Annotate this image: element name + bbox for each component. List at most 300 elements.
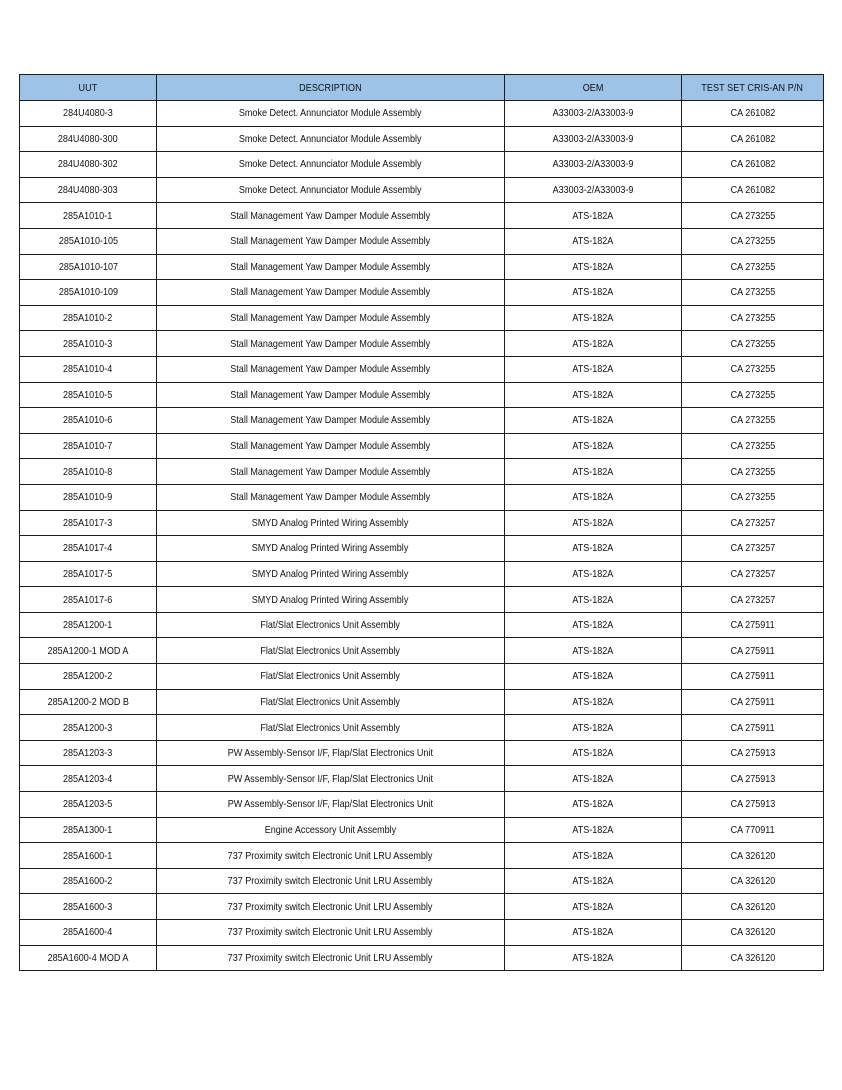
- cell-oem: [505, 740, 682, 766]
- cell-text-oem: ATS-182A: [572, 747, 614, 760]
- table-row: [20, 945, 824, 971]
- cell-text-uut: 285A1010-105: [58, 235, 118, 248]
- cell-description: [157, 792, 505, 818]
- header-label-oem: OEM: [582, 81, 604, 94]
- table-row: [20, 817, 824, 843]
- cell-uut: [20, 331, 157, 357]
- table-row: [20, 305, 824, 331]
- cell-oem: [505, 689, 682, 715]
- cell-uut: [20, 587, 157, 613]
- table-row: [20, 408, 824, 434]
- cell-description: [157, 356, 505, 382]
- cell-text-oem: ATS-182A: [572, 542, 614, 555]
- cell-text-uut: 285A1010-9: [63, 491, 113, 504]
- column-header-description: [157, 75, 505, 101]
- cell-text-description: Engine Accessory Unit Assembly: [264, 823, 397, 836]
- cell-oem: [505, 228, 682, 254]
- cell-text-uut: 285A1010-2: [63, 312, 113, 325]
- cell-text-oem: A33003-2/A33003-9: [552, 184, 634, 197]
- cell-text-test-set: CA 275911: [730, 644, 775, 657]
- cell-text-test-set: CA 261082: [730, 107, 775, 120]
- cell-oem: [505, 510, 682, 536]
- cell-uut: [20, 638, 157, 664]
- cell-text-description: 737 Proximity switch Electronic Unit LRU Assembly: [228, 900, 433, 913]
- cell-description: [157, 228, 505, 254]
- cell-uut: [20, 382, 157, 408]
- table-row: [20, 920, 824, 946]
- cell-oem: [505, 536, 682, 562]
- cell-test-set: [682, 484, 824, 510]
- cell-oem: [505, 459, 682, 485]
- cell-text-description: SMYD Analog Printed Wiring Assembly: [252, 567, 409, 580]
- cell-description: [157, 126, 505, 152]
- cell-text-uut: 285A1203-4: [63, 772, 113, 785]
- cell-text-oem: ATS-182A: [572, 849, 614, 862]
- cell-uut: [20, 152, 157, 178]
- cell-text-oem: ATS-182A: [572, 593, 614, 606]
- cell-text-uut: 285A1600-3: [63, 900, 113, 913]
- cell-text-oem: ATS-182A: [572, 926, 614, 939]
- cell-text-uut: 285A1010-4: [63, 363, 113, 376]
- cell-text-uut: 285A1010-3: [63, 337, 113, 350]
- cell-text-test-set: CA 275913: [730, 798, 775, 811]
- cell-uut: [20, 510, 157, 536]
- cell-text-oem: ATS-182A: [572, 235, 614, 248]
- cell-oem: [505, 817, 682, 843]
- cell-oem: [505, 177, 682, 203]
- cell-test-set: [682, 382, 824, 408]
- cell-text-oem: ATS-182A: [572, 900, 614, 913]
- cell-test-set: [682, 638, 824, 664]
- cell-text-test-set: CA 273255: [730, 337, 775, 350]
- cell-text-description: Flat/Slat Electronics Unit Assembly: [260, 644, 401, 657]
- cell-test-set: [682, 305, 824, 331]
- cell-test-set: [682, 177, 824, 203]
- cell-description: [157, 254, 505, 280]
- cell-text-description: PW Assembly-Sensor I/F, Flap/Slat Electronics Unit: [227, 798, 434, 811]
- cell-text-oem: ATS-182A: [572, 337, 614, 350]
- cell-text-uut: 285A1200-1: [63, 619, 113, 632]
- table-row: [20, 638, 824, 664]
- cell-description: [157, 331, 505, 357]
- cell-oem: [505, 843, 682, 869]
- cell-oem: [505, 101, 682, 127]
- cell-text-oem: ATS-182A: [572, 260, 614, 273]
- header-label-uut: UUT: [78, 81, 98, 94]
- cell-uut: [20, 894, 157, 920]
- cell-text-test-set: CA 275911: [730, 721, 775, 734]
- cell-text-oem: ATS-182A: [572, 312, 614, 325]
- cell-uut: [20, 561, 157, 587]
- cell-description: [157, 587, 505, 613]
- cell-text-description: Stall Management Yaw Damper Module Assembly: [230, 235, 431, 248]
- cell-uut: [20, 433, 157, 459]
- cell-text-uut: 285A1017-3: [63, 516, 113, 529]
- cell-text-description: Flat/Slat Electronics Unit Assembly: [260, 670, 401, 683]
- cell-oem: [505, 152, 682, 178]
- cell-description: [157, 510, 505, 536]
- cell-text-test-set: CA 273255: [730, 209, 775, 222]
- cell-description: [157, 433, 505, 459]
- cell-text-test-set: CA 273255: [730, 414, 775, 427]
- cell-oem: [505, 356, 682, 382]
- cell-text-description: Stall Management Yaw Damper Module Assembly: [230, 260, 431, 273]
- cell-text-uut: 285A1010-8: [63, 465, 113, 478]
- cell-test-set: [682, 664, 824, 690]
- cell-text-uut: 285A1600-1: [63, 849, 113, 862]
- cell-description: [157, 459, 505, 485]
- cell-text-description: 737 Proximity switch Electronic Unit LRU Assembly: [228, 849, 433, 862]
- cell-text-oem: ATS-182A: [572, 721, 614, 734]
- cell-test-set: [682, 101, 824, 127]
- cell-description: [157, 382, 505, 408]
- cell-test-set: [682, 536, 824, 562]
- cell-oem: [505, 945, 682, 971]
- cell-text-oem: ATS-182A: [572, 695, 614, 708]
- cell-text-test-set: CA 273255: [730, 312, 775, 325]
- table-row: [20, 459, 824, 485]
- cell-uut: [20, 817, 157, 843]
- cell-text-description: Smoke Detect. Annunciator Module Assembly: [239, 132, 422, 145]
- cell-text-uut: 285A1010-109: [58, 286, 118, 299]
- cell-description: [157, 664, 505, 690]
- cell-text-description: Smoke Detect. Annunciator Module Assembly: [239, 158, 422, 171]
- cell-oem: [505, 484, 682, 510]
- cell-text-test-set: CA 273257: [730, 567, 775, 580]
- cell-text-uut: 285A1010-6: [63, 414, 113, 427]
- table-row: [20, 536, 824, 562]
- cell-text-test-set: CA 326120: [730, 849, 775, 862]
- cell-uut: [20, 408, 157, 434]
- cell-test-set: [682, 945, 824, 971]
- cell-text-uut: 285A1203-5: [63, 798, 113, 811]
- cell-text-oem: ATS-182A: [572, 670, 614, 683]
- cell-test-set: [682, 587, 824, 613]
- cell-text-test-set: CA 273255: [730, 235, 775, 248]
- cell-text-oem: ATS-182A: [572, 798, 614, 811]
- cell-test-set: [682, 408, 824, 434]
- cell-uut: [20, 766, 157, 792]
- cell-uut: [20, 945, 157, 971]
- cell-uut: [20, 101, 157, 127]
- cell-description: [157, 945, 505, 971]
- cell-text-oem: A33003-2/A33003-9: [552, 132, 634, 145]
- cell-test-set: [682, 689, 824, 715]
- table-row: [20, 484, 824, 510]
- cell-uut: [20, 689, 157, 715]
- cell-oem: [505, 894, 682, 920]
- cell-text-uut: 285A1200-3: [63, 721, 113, 734]
- cell-text-test-set: CA 770911: [730, 823, 775, 836]
- table-row: [20, 254, 824, 280]
- table-row: [20, 868, 824, 894]
- cell-text-description: 737 Proximity switch Electronic Unit LRU Assembly: [228, 951, 433, 964]
- cell-text-description: SMYD Analog Printed Wiring Assembly: [252, 593, 409, 606]
- cell-description: [157, 408, 505, 434]
- cell-uut: [20, 536, 157, 562]
- cell-uut: [20, 792, 157, 818]
- cell-text-test-set: CA 273255: [730, 388, 775, 401]
- table-body: [20, 101, 824, 971]
- cell-text-test-set: CA 275913: [730, 747, 775, 760]
- table-row: [20, 740, 824, 766]
- cell-uut: [20, 484, 157, 510]
- cell-oem: [505, 331, 682, 357]
- cell-text-oem: ATS-182A: [572, 363, 614, 376]
- cell-uut: [20, 664, 157, 690]
- cell-oem: [505, 638, 682, 664]
- cell-oem: [505, 664, 682, 690]
- cell-text-oem: ATS-182A: [572, 491, 614, 504]
- cell-uut: [20, 868, 157, 894]
- cell-text-description: Stall Management Yaw Damper Module Assembly: [230, 312, 431, 325]
- cell-text-description: Stall Management Yaw Damper Module Assembly: [230, 209, 431, 222]
- cell-text-oem: ATS-182A: [572, 414, 614, 427]
- cell-text-test-set: CA 275911: [730, 695, 775, 708]
- cell-oem: [505, 254, 682, 280]
- cell-text-description: Stall Management Yaw Damper Module Assembly: [230, 465, 431, 478]
- cell-oem: [505, 766, 682, 792]
- table-row: [20, 843, 824, 869]
- table-row: [20, 612, 824, 638]
- cell-description: [157, 920, 505, 946]
- cell-text-description: Flat/Slat Electronics Unit Assembly: [260, 619, 401, 632]
- cell-text-test-set: CA 273257: [730, 542, 775, 555]
- cell-description: [157, 766, 505, 792]
- cell-uut: [20, 203, 157, 229]
- cell-text-oem: ATS-182A: [572, 875, 614, 888]
- cell-text-oem: ATS-182A: [572, 516, 614, 529]
- cell-description: [157, 536, 505, 562]
- cell-oem: [505, 126, 682, 152]
- cell-description: [157, 203, 505, 229]
- table-row: [20, 894, 824, 920]
- cell-text-uut: 285A1600-4: [63, 926, 113, 939]
- cell-text-description: PW Assembly-Sensor I/F, Flap/Slat Electronics Unit: [227, 747, 434, 760]
- cell-test-set: [682, 510, 824, 536]
- cell-text-description: Smoke Detect. Annunciator Module Assembly: [239, 184, 422, 197]
- table-row: [20, 382, 824, 408]
- cell-text-oem: A33003-2/A33003-9: [552, 158, 634, 171]
- cell-oem: [505, 612, 682, 638]
- cell-uut: [20, 843, 157, 869]
- cell-oem: [505, 382, 682, 408]
- cell-text-description: Stall Management Yaw Damper Module Assembly: [230, 491, 431, 504]
- cell-text-oem: ATS-182A: [572, 286, 614, 299]
- cell-test-set: [682, 920, 824, 946]
- cell-test-set: [682, 433, 824, 459]
- table-row: [20, 689, 824, 715]
- cell-text-test-set: CA 275913: [730, 772, 775, 785]
- cell-text-uut: 285A1010-5: [63, 388, 113, 401]
- cell-text-oem: ATS-182A: [572, 209, 614, 222]
- cell-test-set: [682, 792, 824, 818]
- cell-text-test-set: CA 273255: [730, 491, 775, 504]
- cell-text-test-set: CA 326120: [730, 900, 775, 913]
- cell-text-oem: ATS-182A: [572, 388, 614, 401]
- header-label-test-set: TEST SET CRIS-AN P/N: [701, 81, 804, 94]
- cell-test-set: [682, 766, 824, 792]
- table-row: [20, 280, 824, 306]
- cell-test-set: [682, 817, 824, 843]
- cell-description: [157, 843, 505, 869]
- cell-text-uut: 285A1203-3: [63, 747, 113, 760]
- cell-text-test-set: CA 273255: [730, 465, 775, 478]
- cell-description: [157, 894, 505, 920]
- cell-text-test-set: CA 261082: [730, 158, 775, 171]
- cell-test-set: [682, 459, 824, 485]
- cell-text-test-set: CA 273257: [730, 593, 775, 606]
- cell-text-uut: 285A1010-107: [58, 260, 118, 273]
- cell-test-set: [682, 612, 824, 638]
- table-row: [20, 664, 824, 690]
- cell-uut: [20, 228, 157, 254]
- cell-test-set: [682, 228, 824, 254]
- table-row: [20, 433, 824, 459]
- table-row: [20, 331, 824, 357]
- cell-oem: [505, 433, 682, 459]
- table-row: [20, 792, 824, 818]
- cell-text-uut: 284U4080-303: [58, 184, 118, 197]
- parts-table: [19, 74, 824, 971]
- cell-text-uut: 285A1010-7: [63, 440, 113, 453]
- column-header-test-set: [682, 75, 824, 101]
- cell-text-oem: ATS-182A: [572, 619, 614, 632]
- cell-oem: [505, 868, 682, 894]
- cell-text-description: Flat/Slat Electronics Unit Assembly: [260, 721, 401, 734]
- table-row: [20, 177, 824, 203]
- table-row: [20, 766, 824, 792]
- cell-text-test-set: CA 275911: [730, 619, 775, 632]
- cell-description: [157, 280, 505, 306]
- cell-text-oem: ATS-182A: [572, 772, 614, 785]
- cell-text-uut: 285A1300-1: [63, 823, 113, 836]
- cell-text-test-set: CA 273257: [730, 516, 775, 529]
- cell-text-test-set: CA 273255: [730, 260, 775, 273]
- cell-oem: [505, 305, 682, 331]
- cell-text-oem: ATS-182A: [572, 823, 614, 836]
- cell-text-test-set: CA 261082: [730, 184, 775, 197]
- cell-test-set: [682, 843, 824, 869]
- cell-uut: [20, 459, 157, 485]
- cell-text-uut: 285A1017-5: [63, 567, 113, 580]
- cell-description: [157, 305, 505, 331]
- cell-text-oem: ATS-182A: [572, 951, 614, 964]
- cell-text-test-set: CA 326120: [730, 926, 775, 939]
- table-row: [20, 101, 824, 127]
- cell-text-description: SMYD Analog Printed Wiring Assembly: [252, 516, 409, 529]
- cell-text-description: 737 Proximity switch Electronic Unit LRU Assembly: [228, 926, 433, 939]
- cell-oem: [505, 792, 682, 818]
- cell-text-oem: ATS-182A: [572, 567, 614, 580]
- cell-text-uut: 285A1010-1: [63, 209, 113, 222]
- cell-description: [157, 868, 505, 894]
- cell-description: [157, 612, 505, 638]
- table-row: [20, 561, 824, 587]
- cell-uut: [20, 254, 157, 280]
- table-row: [20, 715, 824, 741]
- cell-text-description: PW Assembly-Sensor I/F, Flap/Slat Electronics Unit: [227, 772, 434, 785]
- cell-text-oem: ATS-182A: [572, 644, 614, 657]
- cell-description: [157, 101, 505, 127]
- cell-description: [157, 561, 505, 587]
- cell-text-uut: 285A1600-4 MOD A: [47, 951, 129, 964]
- header-row: [20, 75, 824, 101]
- table-row: [20, 356, 824, 382]
- cell-description: [157, 638, 505, 664]
- cell-text-test-set: CA 273255: [730, 363, 775, 376]
- cell-uut: [20, 280, 157, 306]
- cell-text-description: SMYD Analog Printed Wiring Assembly: [252, 542, 409, 555]
- table-row: [20, 152, 824, 178]
- table-row: [20, 510, 824, 536]
- table-row: [20, 228, 824, 254]
- cell-text-uut: 285A1017-6: [63, 593, 113, 606]
- cell-oem: [505, 587, 682, 613]
- cell-description: [157, 715, 505, 741]
- cell-text-description: 737 Proximity switch Electronic Unit LRU Assembly: [228, 875, 433, 888]
- cell-oem: [505, 920, 682, 946]
- cell-text-uut: 285A1200-2 MOD B: [47, 695, 129, 708]
- cell-text-uut: 285A1600-2: [63, 875, 113, 888]
- cell-test-set: [682, 126, 824, 152]
- cell-text-test-set: CA 261082: [730, 132, 775, 145]
- cell-text-uut: 285A1200-2: [63, 670, 113, 683]
- cell-test-set: [682, 280, 824, 306]
- cell-text-oem: ATS-182A: [572, 440, 614, 453]
- cell-text-oem: A33003-2/A33003-9: [552, 107, 634, 120]
- cell-oem: [505, 280, 682, 306]
- cell-test-set: [682, 152, 824, 178]
- cell-uut: [20, 305, 157, 331]
- cell-description: [157, 177, 505, 203]
- cell-test-set: [682, 740, 824, 766]
- cell-text-test-set: CA 326120: [730, 951, 775, 964]
- cell-uut: [20, 715, 157, 741]
- table-row: [20, 126, 824, 152]
- cell-description: [157, 740, 505, 766]
- cell-text-test-set: CA 326120: [730, 875, 775, 888]
- cell-description: [157, 817, 505, 843]
- cell-test-set: [682, 561, 824, 587]
- cell-uut: [20, 126, 157, 152]
- cell-text-description: Stall Management Yaw Damper Module Assembly: [230, 363, 431, 376]
- cell-oem: [505, 408, 682, 434]
- cell-text-description: Flat/Slat Electronics Unit Assembly: [260, 695, 401, 708]
- cell-text-uut: 284U4080-302: [58, 158, 118, 171]
- cell-description: [157, 152, 505, 178]
- cell-text-uut: 284U4080-3: [63, 107, 113, 120]
- cell-text-uut: 285A1200-1 MOD A: [47, 644, 129, 657]
- cell-text-uut: 284U4080-300: [58, 132, 118, 145]
- cell-uut: [20, 177, 157, 203]
- cell-text-description: Stall Management Yaw Damper Module Assembly: [230, 337, 431, 350]
- table-header: [20, 75, 824, 101]
- header-label-description: DESCRIPTION: [299, 81, 362, 94]
- cell-description: [157, 484, 505, 510]
- cell-test-set: [682, 203, 824, 229]
- cell-text-description: Smoke Detect. Annunciator Module Assembly: [239, 107, 422, 120]
- column-header-uut: [20, 75, 157, 101]
- cell-test-set: [682, 254, 824, 280]
- cell-text-uut: 285A1017-4: [63, 542, 113, 555]
- cell-test-set: [682, 868, 824, 894]
- cell-uut: [20, 356, 157, 382]
- cell-uut: [20, 612, 157, 638]
- cell-uut: [20, 920, 157, 946]
- cell-uut: [20, 740, 157, 766]
- cell-test-set: [682, 331, 824, 357]
